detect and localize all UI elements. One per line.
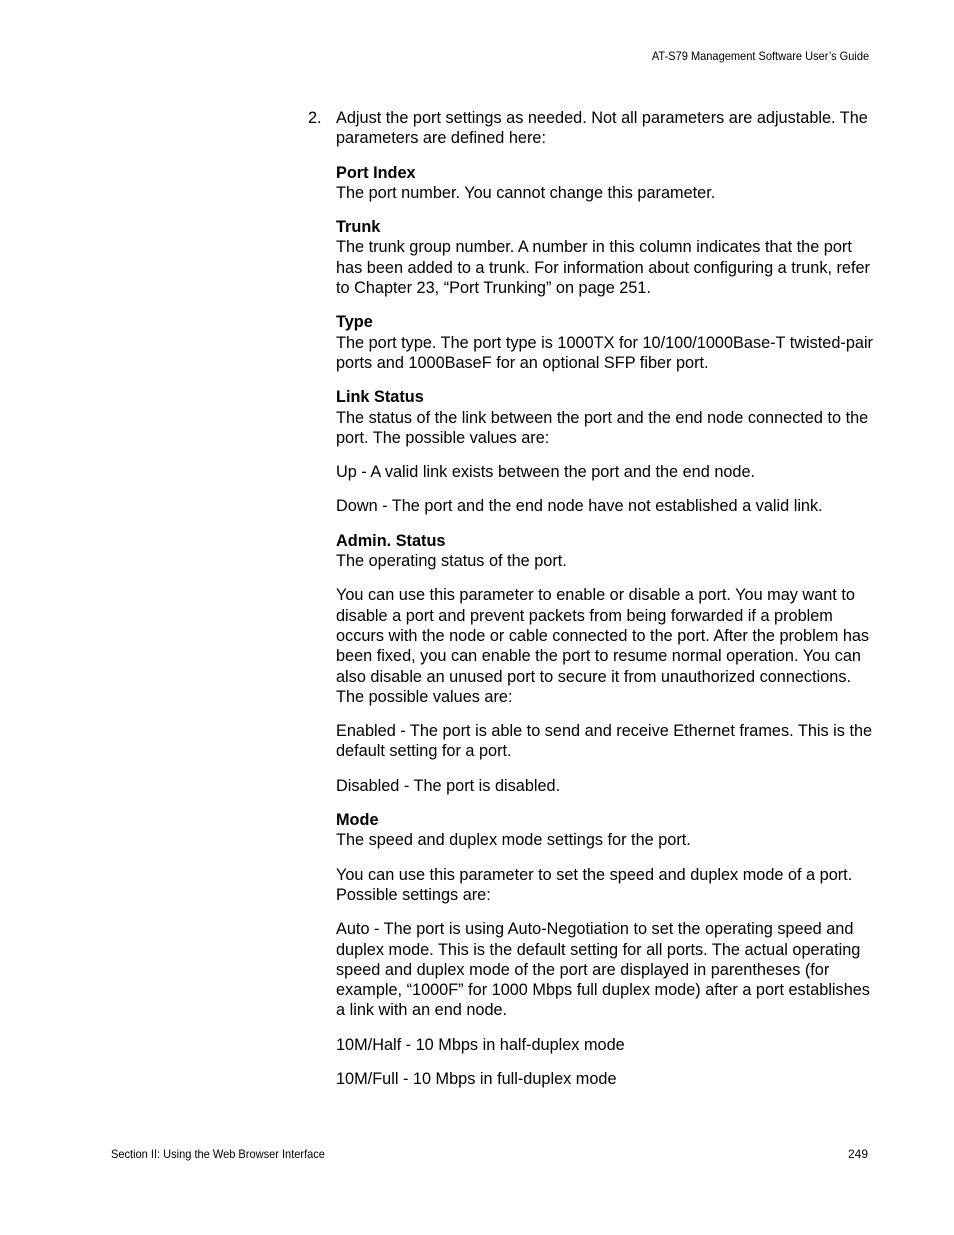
parameter-paragraph: 10M/Full - 10 Mbps in full-duplex mode [336, 1069, 617, 1088]
parameter-list [336, 163, 876, 1090]
parameter-description: The operating status of the port. [336, 552, 567, 571]
parameter-description: The port number. You cannot change this parameter. [336, 183, 716, 202]
parameter-description: The port type. The port type is 1000TX for 10/100/1000Base-T twisted-pair ports and 1000BaseF for an optional SFP fiber port. [336, 333, 873, 372]
running-header: AT-S79 Management Software User’s Guide [651, 49, 869, 63]
step-number: 2. [308, 109, 322, 127]
parameter-mode [336, 810, 876, 851]
parameter-heading: Link Status [336, 388, 424, 407]
parameter-heading: Trunk [336, 218, 381, 237]
parameter-heading: Admin. Status [336, 531, 446, 550]
parameter-paragraph: Auto - The port is using Auto-Negotiation to set the operating speed and duplex mode. This is the default setting for all ports. The actual operating speed and duplex mode of the port are displayed in parentheses (for example, “1000F” for 1000 Mbps full duplex mode) after a port establishes a link with an end node. [336, 920, 870, 1020]
parameter-description: The trunk group number. A number in this column indicates that the port has been added to a trunk. For information about configuring a trunk, refer to Chapter 23, “Port Trunking” on page 251. [336, 238, 870, 298]
parameter-type [336, 312, 876, 373]
parameter-admin-status [336, 531, 876, 572]
step-intro: Adjust the port settings as needed. Not all parameters are adjustable. The parameters are defined here: [336, 109, 868, 148]
page-number: 249 [847, 1147, 868, 1161]
parameter-description: The status of the link between the port and the end node connected to the port. The possible values are: [336, 408, 869, 447]
parameter-paragraph: Disabled - The port is disabled. [336, 776, 561, 795]
parameter-link-status [336, 387, 876, 448]
parameter-paragraph: Up - A valid link exists between the port and the end node. [336, 463, 756, 482]
parameter-port-index [336, 163, 876, 204]
parameter-paragraph: You can use this parameter to enable or disable a port. You may want to disable a port and prevent packets from being forwarded if a problem occurs with the node or cable connected to the port. After the problem has been fixed, you can enable the port to resume normal operation. You can also disable an unused port to secure it from unauthorized connections. The possible values are: [336, 586, 870, 706]
parameter-paragraph: You can use this parameter to set the speed and duplex mode of a port. Possible settings are: [336, 865, 853, 904]
parameter-heading: Type [336, 313, 373, 332]
main-content [308, 108, 876, 1103]
parameter-trunk [336, 217, 876, 298]
parameter-paragraph: Enabled - The port is able to send and receive Ethernet frames. This is the default setting for a port. [336, 722, 873, 761]
parameter-heading: Port Index [336, 163, 416, 182]
parameter-paragraph: Down - The port and the end node have not established a valid link. [336, 497, 823, 516]
parameter-heading: Mode [336, 811, 379, 830]
footer-section-title: Section II: Using the Web Browser Interface [111, 1147, 325, 1161]
parameter-description: The speed and duplex mode settings for the port. [336, 831, 691, 850]
parameter-paragraph: 10M/Half - 10 Mbps in half-duplex mode [336, 1035, 625, 1054]
